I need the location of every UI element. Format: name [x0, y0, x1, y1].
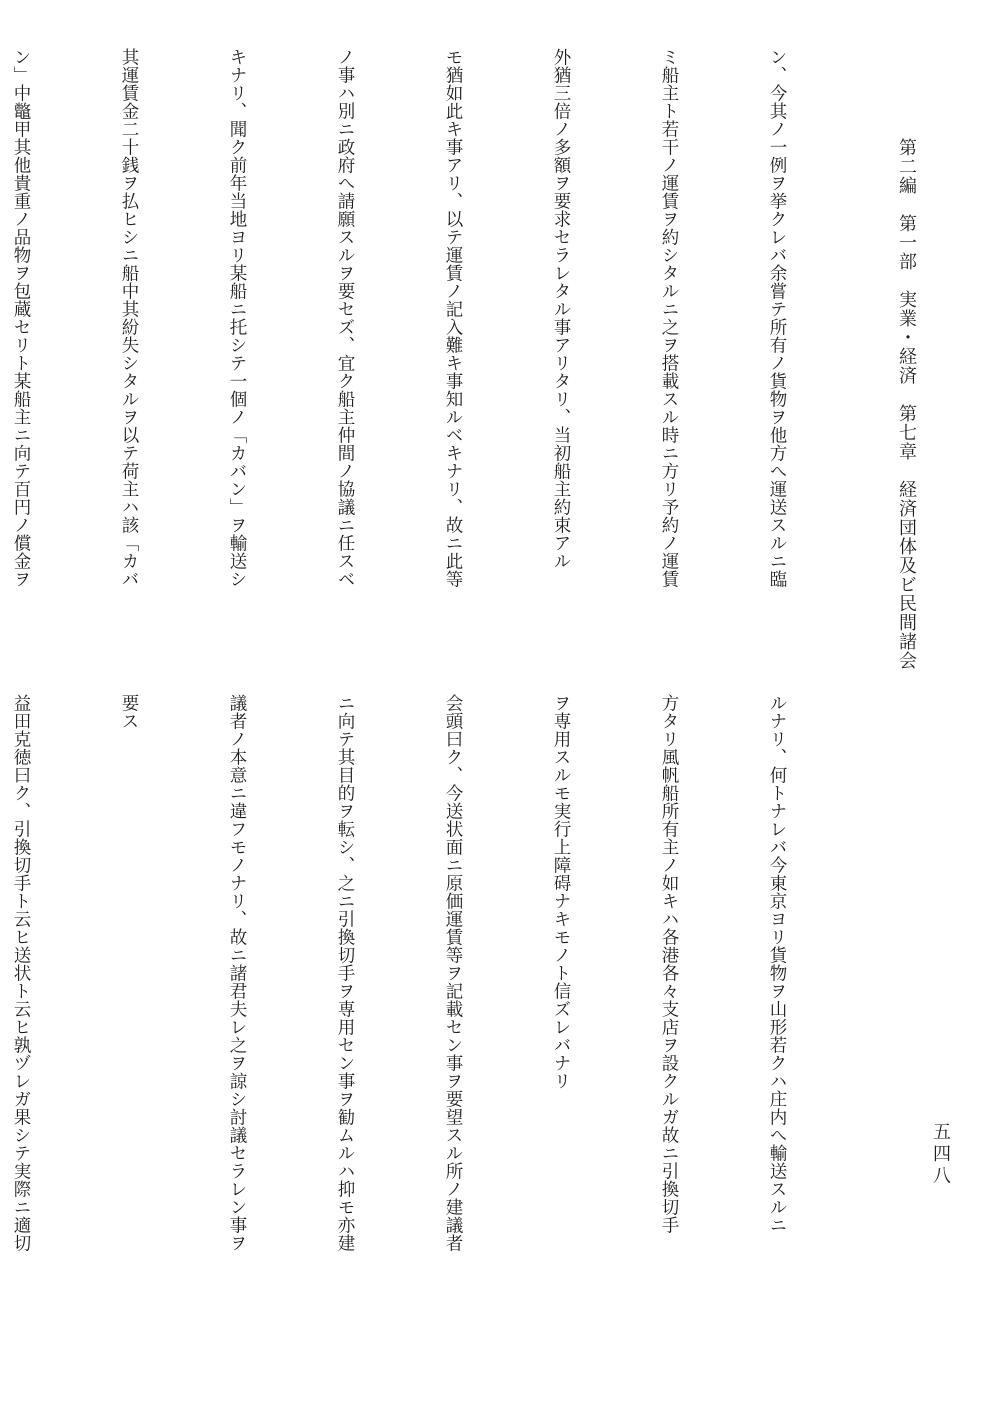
- text-column: 会頭曰ク、今送状面ニ原価運賃等ヲ記載セン事ヲ要望スル所ノ建議者: [443, 694, 463, 1252]
- text-column: ン、今其ノ一例ヲ挙クレバ余嘗テ所有ノ貨物ヲ他方へ運送スルニ臨: [767, 48, 787, 588]
- text-column: モ猶如此キ事アリ、以テ運賃ノ記入難キ事知ルベキナリ、故ニ此等: [443, 48, 463, 588]
- text-column: ミ船主ト若干ノ運賃ヲ約シタルニ之ヲ搭載スル時ニ方リ予約ノ運賃: [659, 48, 679, 588]
- text-column: 外猶三倍ノ多額ヲ要求セラレタル事アリタリ、当初船主約束アル: [551, 48, 571, 570]
- text-column: 益田克徳曰ク、引換切手ト云ヒ送状ト云ヒ孰ヅレガ果シテ実際ニ適切: [11, 694, 31, 1252]
- text-column: ニ向テ其目的ヲ転シ、之ニ引換切手ヲ専用セン事ヲ勧ムルハ抑モ亦建: [335, 694, 355, 1252]
- text-column: 方タリ風帆船所有主ノ如キハ各港各々支店ヲ設クルガ故ニ引換切手: [659, 694, 679, 1234]
- text-column: ヲ専用スルモ実行上障碍ナキモノト信ズレバナリ: [551, 694, 571, 1090]
- text-column: ン」中鼈甲其他貴重ノ品物ヲ包蔵セリト某船主ニ向テ百円ノ償金ヲ: [11, 48, 31, 588]
- page-number: 五四八: [930, 1122, 951, 1188]
- text-column: ノ事ハ別ニ政府へ請願スルヲ要セズ、宜ク船主仲間ノ協議ニ任スベ: [335, 48, 355, 588]
- bottom-text-block: [11, 694, 867, 1334]
- text-column: 議者ノ本意ニ違フモノナリ、故ニ諸君夫レ之ヲ諒シ討議セラレン事ヲ: [227, 694, 247, 1252]
- text-column: キナリ、聞ク前年当地ヨリ某船ニ托シテ一個ノ「カバン」ヲ輸送シ: [227, 48, 247, 588]
- text-column: 要ス: [119, 694, 139, 730]
- running-header: 第二編 第一部 実業・経済 第七章 経済団体及ビ民間諸会: [896, 138, 917, 670]
- text-column: 其運賃金二十銭ヲ払ヒシニ船中其紛失シタルヲ以テ荷主ハ該「カバ: [119, 48, 139, 588]
- text-column: ルナリ、何トナレバ今東京ヨリ貨物ヲ山形若クハ庄内へ輸送スルニ: [767, 694, 787, 1234]
- top-text-block: [11, 48, 867, 678]
